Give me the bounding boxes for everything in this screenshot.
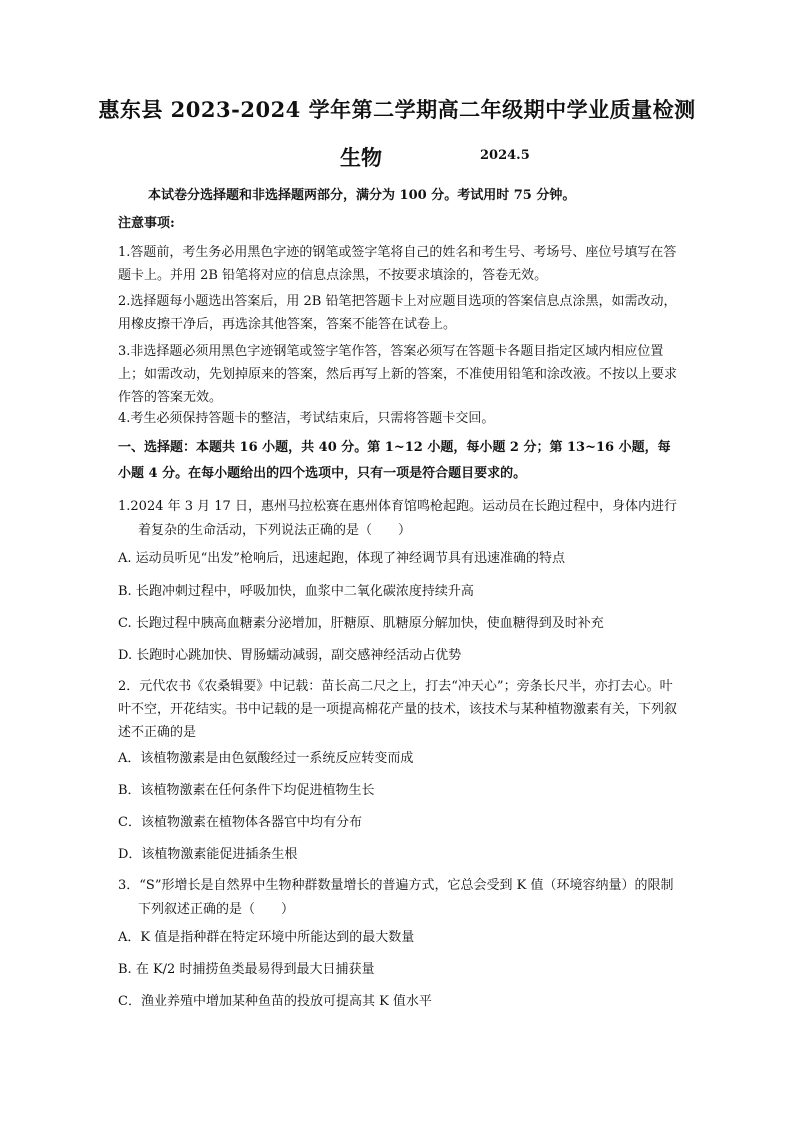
question-1: [118, 495, 678, 543]
exam-intro: 本试卷分选择题和非选择题两部分，满分为 100 分。考试用时 75 分钟。: [148, 188, 576, 203]
section-heading: 一、选择题：本题共 16 小题，共 40 分。第 1~12 小题，每小题 2 分；第 13~16 小题，每小题 4 分。在每小题给出的四个选项中，只有一项是符合题目要求的。: [118, 440, 671, 481]
notice-item: 1.答题前，考生务必用黑色字迹的钢笔或签字笔将自己的姓名和考生号、考场号、座位号填写在答题卡上。并用 2B 铅笔将对应的信息点涂黑，不按要求填涂的，答卷无效。: [118, 245, 677, 283]
question-3: [118, 874, 678, 922]
question-2-option-c: C．该植物激素在植物体各器官中均有分布: [118, 815, 362, 830]
question-1-option-d: D. 长跑时心跳加快、胃肠蠕动减弱，副交感神经活动占优势: [118, 648, 462, 663]
question-2-option-b: B．该植物激素在任何条件下均促进植物生长: [118, 783, 375, 798]
notice-heading: 注意事项:: [118, 216, 175, 231]
question-stem: 1.2024 年 3 月 17 日，惠州马拉松赛在惠州体育馆鸣枪起跑。运动员在长跑过程中，身体内进行着复杂的生命活动，下列说法正确的是（ ）: [118, 499, 677, 538]
exam-date: 2024.5: [480, 148, 530, 163]
question-2-option-a: A．该植物激素是由色氨酸经过一系统反应转变而成: [118, 751, 414, 766]
exam-title: 惠东县 2023-2024 学年第二学期高二年级期中学业质量检测: [98, 97, 696, 122]
question-stem: 3．“S”形增长是自然界中生物种群数量增长的普遍方式，它总会受到 K 值（环境容纳量）的限制下列叙述正确的是（ ）: [118, 878, 674, 917]
question-2: [118, 675, 678, 744]
question-1-option-a: A. 运动员听见“出发”枪响后，迅速起跑，体现了神经调节具有迅速准确的特点: [118, 551, 565, 566]
question-1-option-b: B. 长跑冲刺过程中，呼吸加快，血浆中二氧化碳浓度持续升高: [118, 584, 474, 599]
question-2-option-d: D．该植物激素能促进插条生根: [118, 847, 298, 862]
question-3-option-c: C．渔业养殖中增加某种鱼苗的投放可提高其 K 值水平: [118, 994, 432, 1009]
notice-item: 2.选择题每小题选出答案后，用 2B 铅笔把答题卡上对应题目选项的答案信息点涂黑，如需改动，用橡皮擦干净后，再选涂其他答案，答案不能答在试卷上。: [118, 294, 677, 332]
question-3-option-b: B. 在 K/2 时捕捞鱼类最易得到最大日捕获量: [118, 962, 375, 977]
question-3-option-a: A．K 值是指种群在特定环境中所能达到的最大数量: [118, 930, 415, 945]
notice-item: 3.非选择题必须用黑色字迹钢笔或签字笔作答，答案必须写在答题卡各题目指定区域内相应位置上；如需改动，先划掉原来的答案，然后再写上新的答案，不准使用铅笔和涂改液。不按以上要求作答的答案无效。: [118, 344, 678, 405]
notice-item: 4.考生必须保持答题卡的整洁，考试结束后，只需将答题卡交回。: [118, 411, 495, 426]
question-1-option-c: C. 长跑过程中胰高血糖素分泌增加，肝糖原、肌糖原分解加快，使血糖得到及时补充: [118, 616, 604, 631]
question-stem: 2．元代农书《农桑辑要》中记载：苗长高二尺之上，打去“冲天心”；旁条长尺半，亦打去心。叶叶不空，开花结实。书中记载的是一项提高棉花产量的技术，该技术与某种植物激素有关，下列叙述不正确的是: [118, 679, 678, 740]
subject-title: 生物: [340, 145, 382, 170]
